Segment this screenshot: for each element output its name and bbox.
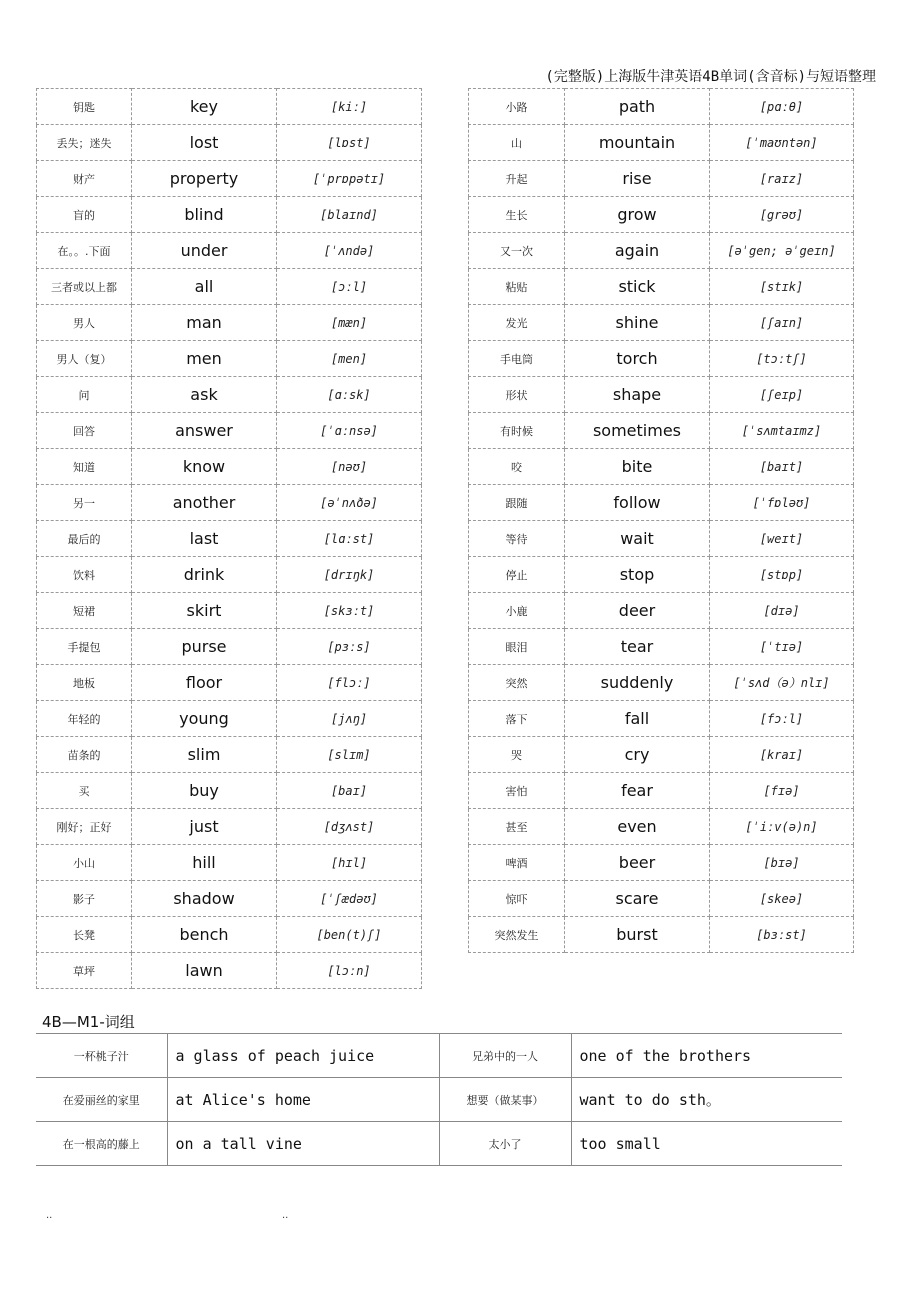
english-word: slim (132, 737, 277, 773)
vocab-row (37, 125, 422, 161)
english-word: ask (132, 377, 277, 413)
english-word: lawn (132, 953, 277, 989)
phonetic-transcription: [slɪm] (277, 737, 422, 773)
phonetic-transcription: [ɑːsk] (277, 377, 422, 413)
english-word: wait (565, 521, 710, 557)
chinese-meaning: 突然发生 (469, 917, 565, 953)
english-word: answer (132, 413, 277, 449)
english-word: floor (132, 665, 277, 701)
vocab-row (469, 341, 854, 377)
phrase-chinese: 一杯桃子汁 (36, 1034, 167, 1078)
phonetic-transcription: [nəʊ] (277, 449, 422, 485)
phonetic-transcription: [ben(t)ʃ] (277, 917, 422, 953)
phonetic-transcription: [ˈfɒləʊ] (710, 485, 854, 521)
phonetic-transcription: [fɪə] (710, 773, 854, 809)
chinese-meaning: 甚至 (469, 809, 565, 845)
chinese-meaning: 男人 (37, 305, 132, 341)
phonetic-transcription: [skɜːt] (277, 593, 422, 629)
english-word: purse (132, 629, 277, 665)
vocab-row (469, 917, 854, 953)
document-title: (完整版)上海版牛津英语4B单词(含音标)与短语整理 (545, 69, 876, 85)
vocab-table-left (36, 88, 422, 989)
vocab-row (469, 593, 854, 629)
english-word: young (132, 701, 277, 737)
vocab-row (37, 521, 422, 557)
chinese-meaning: 盲的 (37, 197, 132, 233)
vocab-row (37, 629, 422, 665)
vocab-row (37, 233, 422, 269)
phonetic-transcription: [kraɪ] (710, 737, 854, 773)
phrases-heading: 4B—M1-词组 (42, 1013, 135, 1031)
phrase-chinese: 兄弟中的一人 (439, 1034, 571, 1078)
chinese-meaning: 惊吓 (469, 881, 565, 917)
phonetic-transcription: [ˈʌndə] (277, 233, 422, 269)
chinese-meaning: 跟随 (469, 485, 565, 521)
english-word: fall (565, 701, 710, 737)
vocab-row (469, 521, 854, 557)
vocab-row (37, 557, 422, 593)
chinese-meaning: 害怕 (469, 773, 565, 809)
vocab-row (469, 269, 854, 305)
phonetic-transcription: [dʒʌst] (277, 809, 422, 845)
chinese-meaning: 年轻的 (37, 701, 132, 737)
phonetic-transcription: [dɪə] (710, 593, 854, 629)
chinese-meaning: 停止 (469, 557, 565, 593)
english-word: blind (132, 197, 277, 233)
phonetic-transcription: [ˈmaʊntən] (710, 125, 854, 161)
english-word: again (565, 233, 710, 269)
chinese-meaning: 小路 (469, 89, 565, 125)
chinese-meaning: 财产 (37, 161, 132, 197)
english-word: just (132, 809, 277, 845)
english-word: key (132, 89, 277, 125)
chinese-meaning: 小山 (37, 845, 132, 881)
english-word: all (132, 269, 277, 305)
vocab-row (37, 305, 422, 341)
chinese-meaning: 啤酒 (469, 845, 565, 881)
chinese-meaning: 短裙 (37, 593, 132, 629)
phonetic-transcription: [stɒp] (710, 557, 854, 593)
phonetic-transcription: [jʌŋ] (277, 701, 422, 737)
english-word: property (132, 161, 277, 197)
chinese-meaning: 地板 (37, 665, 132, 701)
english-word: suddenly (565, 665, 710, 701)
vocab-row (37, 665, 422, 701)
phonetic-transcription: [grəʊ] (710, 197, 854, 233)
phonetic-transcription: [bɜːst] (710, 917, 854, 953)
phrase-chinese: 太小了 (439, 1122, 571, 1166)
chinese-meaning: 另一 (37, 485, 132, 521)
vocab-row (37, 917, 422, 953)
chinese-meaning: 买 (37, 773, 132, 809)
english-word: follow (565, 485, 710, 521)
chinese-meaning: 手提包 (37, 629, 132, 665)
phonetic-transcription: [tɔːtʃ] (710, 341, 854, 377)
english-word: even (565, 809, 710, 845)
english-word: know (132, 449, 277, 485)
english-word: stick (565, 269, 710, 305)
phrase-english: want to do sth。 (571, 1078, 842, 1122)
english-word: torch (565, 341, 710, 377)
english-word: shadow (132, 881, 277, 917)
phonetic-transcription: [əˈnʌðə] (277, 485, 422, 521)
phonetic-transcription: [lɑːst] (277, 521, 422, 557)
vocab-row (469, 701, 854, 737)
phonetic-transcription: [stɪk] (710, 269, 854, 305)
vocab-row (37, 845, 422, 881)
phrase-english: one of the brothers (571, 1034, 842, 1078)
vocab-row (37, 89, 422, 125)
footer-right-marker: .. (282, 1210, 289, 1221)
phonetic-transcription: [ˈsʌd（ə）nlɪ] (710, 665, 854, 701)
vocab-row (37, 881, 422, 917)
phonetic-transcription: [lɒst] (277, 125, 422, 161)
phonetic-transcription: [ˈɑːnsə] (277, 413, 422, 449)
english-word: scare (565, 881, 710, 917)
chinese-meaning: 知道 (37, 449, 132, 485)
chinese-meaning: 草坪 (37, 953, 132, 989)
chinese-meaning: 丢失；迷失 (37, 125, 132, 161)
vocab-row (469, 881, 854, 917)
english-word: stop (565, 557, 710, 593)
vocab-row (469, 377, 854, 413)
chinese-meaning: 咬 (469, 449, 565, 485)
phrase-english: a glass of peach juice (167, 1034, 439, 1078)
chinese-meaning: 小鹿 (469, 593, 565, 629)
chinese-meaning: 哭 (469, 737, 565, 773)
vocab-row (37, 161, 422, 197)
phonetic-transcription: [skeə] (710, 881, 854, 917)
vocab-row (469, 305, 854, 341)
phonetic-transcription: [blaɪnd] (277, 197, 422, 233)
chinese-meaning: 形状 (469, 377, 565, 413)
english-word: skirt (132, 593, 277, 629)
phonetic-transcription: [baɪt] (710, 449, 854, 485)
phrase-chinese: 在爱丽丝的家里 (36, 1078, 167, 1122)
phonetic-transcription: [ʃeɪp] (710, 377, 854, 413)
chinese-meaning: 落下 (469, 701, 565, 737)
vocab-row (37, 449, 422, 485)
vocab-row (469, 125, 854, 161)
chinese-meaning: 三者或以上都 (37, 269, 132, 305)
phonetic-transcription: [əˈgen; əˈgeɪn] (710, 233, 854, 269)
english-word: under (132, 233, 277, 269)
english-word: another (132, 485, 277, 521)
phrase-english: at Alice's home (167, 1078, 439, 1122)
chinese-meaning: 突然 (469, 665, 565, 701)
english-word: shape (565, 377, 710, 413)
vocab-row (37, 953, 422, 989)
phonetic-transcription: [bɪə] (710, 845, 854, 881)
phonetic-transcription: [ˈʃædəʊ] (277, 881, 422, 917)
phonetic-transcription: [ɔːl] (277, 269, 422, 305)
english-word: rise (565, 161, 710, 197)
english-word: beer (565, 845, 710, 881)
vocab-row (37, 773, 422, 809)
vocab-row (469, 557, 854, 593)
phonetic-transcription: [fɔːl] (710, 701, 854, 737)
english-word: men (132, 341, 277, 377)
phonetic-transcription: [raɪz] (710, 161, 854, 197)
phonetic-transcription: [baɪ] (277, 773, 422, 809)
chinese-meaning: 有时候 (469, 413, 565, 449)
chinese-meaning: 刚好；正好 (37, 809, 132, 845)
phonetic-transcription: [ʃaɪn] (710, 305, 854, 341)
vocab-row (37, 701, 422, 737)
english-word: deer (565, 593, 710, 629)
chinese-meaning: 问 (37, 377, 132, 413)
phonetic-transcription: [drɪŋk] (277, 557, 422, 593)
english-word: bite (565, 449, 710, 485)
vocab-row (469, 233, 854, 269)
english-word: fear (565, 773, 710, 809)
vocab-row (469, 413, 854, 449)
chinese-meaning: 升起 (469, 161, 565, 197)
phrase-row (36, 1122, 842, 1166)
english-word: cry (565, 737, 710, 773)
phrase-english: too small (571, 1122, 842, 1166)
vocab-row (469, 845, 854, 881)
phrase-chinese: 在一根高的藤上 (36, 1122, 167, 1166)
vocab-row (37, 809, 422, 845)
chinese-meaning: 苗条的 (37, 737, 132, 773)
vocab-row (469, 737, 854, 773)
phrase-english: on a tall vine (167, 1122, 439, 1166)
phonetic-transcription: [weɪt] (710, 521, 854, 557)
english-word: hill (132, 845, 277, 881)
english-word: buy (132, 773, 277, 809)
vocab-row (469, 89, 854, 125)
chinese-meaning: 钥匙 (37, 89, 132, 125)
english-word: tear (565, 629, 710, 665)
chinese-meaning: 影子 (37, 881, 132, 917)
phonetic-transcription: [flɔː] (277, 665, 422, 701)
vocab-row (469, 629, 854, 665)
phrases-table (36, 1033, 842, 1166)
chinese-meaning: 又一次 (469, 233, 565, 269)
chinese-meaning: 生长 (469, 197, 565, 233)
chinese-meaning: 山 (469, 125, 565, 161)
chinese-meaning: 在。。.下面 (37, 233, 132, 269)
english-word: drink (132, 557, 277, 593)
vocab-row (37, 377, 422, 413)
phonetic-transcription: [mæn] (277, 305, 422, 341)
phonetic-transcription: [ˈtɪə] (710, 629, 854, 665)
chinese-meaning: 手电筒 (469, 341, 565, 377)
vocab-row (37, 269, 422, 305)
phrase-chinese: 想要（做某事） (439, 1078, 571, 1122)
english-word: bench (132, 917, 277, 953)
vocab-row (37, 413, 422, 449)
chinese-meaning: 长凳 (37, 917, 132, 953)
vocab-table-right (468, 88, 854, 953)
phonetic-transcription: [ˈprɒpətɪ] (277, 161, 422, 197)
vocab-row (37, 485, 422, 521)
vocab-row (37, 197, 422, 233)
vocab-row (469, 809, 854, 845)
chinese-meaning: 等待 (469, 521, 565, 557)
chinese-meaning: 回答 (37, 413, 132, 449)
phrase-row (36, 1034, 842, 1078)
phonetic-transcription: [lɔːn] (277, 953, 422, 989)
vocab-row (469, 449, 854, 485)
phonetic-transcription: [hɪl] (277, 845, 422, 881)
english-word: mountain (565, 125, 710, 161)
english-word: last (132, 521, 277, 557)
vocab-row (37, 341, 422, 377)
vocab-row (469, 197, 854, 233)
vocab-row (469, 665, 854, 701)
phonetic-transcription: [kiː] (277, 89, 422, 125)
vocab-row (469, 773, 854, 809)
footer-left-marker: .. (46, 1210, 53, 1221)
chinese-meaning: 发光 (469, 305, 565, 341)
phrase-row (36, 1078, 842, 1122)
vocab-row (469, 161, 854, 197)
vocab-row (37, 593, 422, 629)
phonetic-transcription: [ˈiːv(ə)n] (710, 809, 854, 845)
chinese-meaning: 饮料 (37, 557, 132, 593)
english-word: shine (565, 305, 710, 341)
vocab-row (469, 485, 854, 521)
english-word: burst (565, 917, 710, 953)
english-word: sometimes (565, 413, 710, 449)
vocab-row (37, 737, 422, 773)
chinese-meaning: 眼泪 (469, 629, 565, 665)
chinese-meaning: 男人（复） (37, 341, 132, 377)
chinese-meaning: 最后的 (37, 521, 132, 557)
phonetic-transcription: [ˈsʌmtaɪmz] (710, 413, 854, 449)
english-word: lost (132, 125, 277, 161)
english-word: man (132, 305, 277, 341)
english-word: grow (565, 197, 710, 233)
chinese-meaning: 粘贴 (469, 269, 565, 305)
english-word: path (565, 89, 710, 125)
phonetic-transcription: [pɑːθ] (710, 89, 854, 125)
phonetic-transcription: [pɜːs] (277, 629, 422, 665)
phonetic-transcription: [men] (277, 341, 422, 377)
